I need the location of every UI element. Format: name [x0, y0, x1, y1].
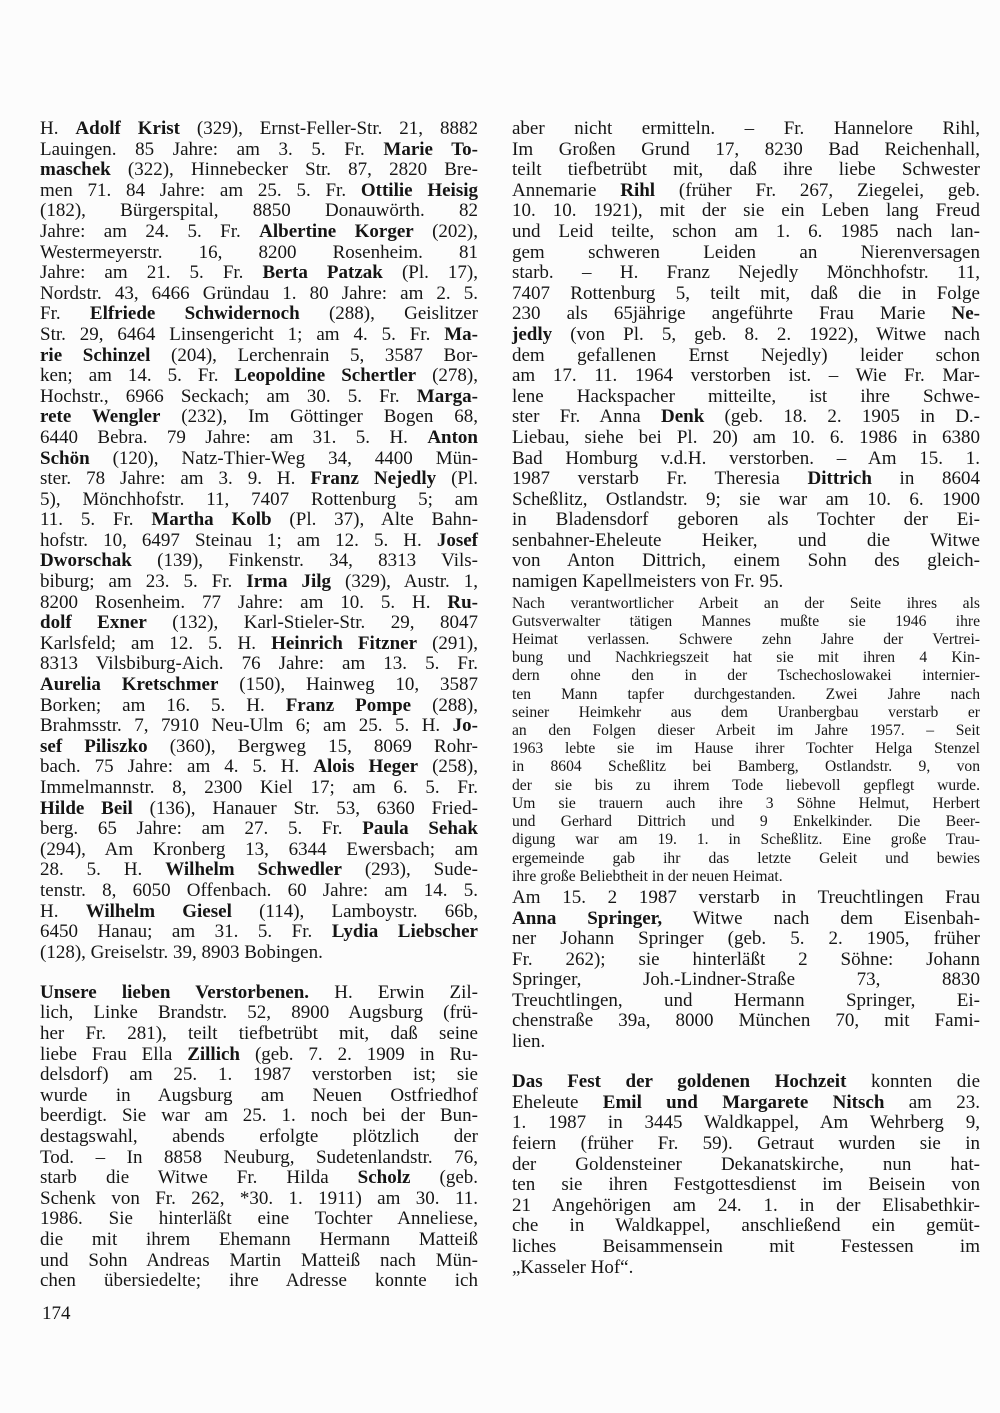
- text-segment: men 71. 84 Jahre: am 25. 5. Fr.: [40, 179, 361, 201]
- text-segment: ner Johann Springer (geb. 5. 2. 1905, früher: [512, 928, 980, 950]
- text-segment: starb. – H. Franz Nejedly Mönchhofstr. 11,: [512, 262, 980, 284]
- text-segment: 6450 Hanau; am 31. 5. Fr.: [40, 921, 332, 943]
- bold-name: Emil und Margarete Nitsch: [602, 1091, 885, 1113]
- bold-name: Marie To-: [383, 138, 478, 160]
- text-segment: berg. 65 Jahre: am 27. 5. Fr.: [40, 818, 363, 840]
- text-segment: Fr. 262); sie hinterläßt 2 Söhne: Johann: [512, 948, 980, 970]
- text-segment: Annemarie: [512, 179, 621, 201]
- text-line: [512, 1072, 980, 1093]
- text-line: [512, 243, 980, 264]
- text-line: [40, 1189, 478, 1210]
- bold-name: Schön: [40, 447, 90, 469]
- text-segment: senbahner-Eheleute Heiker, und die Witwe: [512, 529, 980, 551]
- text-line: [512, 1258, 980, 1279]
- paragraph-golden-wedding: [512, 1072, 980, 1278]
- text-line: [40, 654, 478, 675]
- text-line: [512, 649, 980, 667]
- text-segment: (128), Greiselstr. 39, 8903 Bobingen.: [40, 941, 323, 963]
- text-segment: 1. 1987 in 3445 Waldkappel, Am Wehrberg 9,: [512, 1112, 980, 1134]
- text-line: [512, 631, 980, 649]
- text-line: [512, 777, 980, 795]
- text-line: [512, 490, 980, 511]
- text-segment: (139), Finkenstr. 34, 8313 Vils-: [131, 550, 478, 572]
- text-line: [512, 201, 980, 222]
- text-line: [512, 551, 980, 572]
- bold-name: Dworschak: [40, 550, 132, 572]
- text-line: [40, 1045, 478, 1066]
- text-segment: von Anton Dittrich, einem Sohn des gleich-: [512, 550, 980, 572]
- text-line: [40, 943, 478, 964]
- text-line: [40, 1168, 478, 1189]
- text-segment: Nordstr. 43, 6466 Gründau 1. 80 Jahre: am 2. 5.: [40, 282, 478, 304]
- bold-name: Anna Springer,: [512, 907, 663, 929]
- bold-name: Berta Patzak: [262, 262, 383, 284]
- text-segment: (von Pl. 5, geb. 8. 2. 1922), Witwe nach: [552, 323, 980, 345]
- text-segment: 21 Angehörigen am 24. 1. in der Elisabethkir-: [512, 1194, 980, 1216]
- text-segment: (136), Hanauer Str. 53, 6360 Fried-: [132, 797, 478, 819]
- text-line: [40, 263, 478, 284]
- text-segment: (geb. 18. 2. 1905 in D.-: [704, 406, 980, 428]
- text-line: [40, 1024, 478, 1045]
- bold-name: Ma-: [444, 323, 478, 345]
- text-segment: ergemeinde gab ihr das letzte Geleit und bewies: [512, 849, 980, 867]
- text-line: [40, 490, 478, 511]
- text-segment: und Leid teilte, schon am 1. 6. 1985 nach lan-: [512, 220, 980, 242]
- text-segment: Jahre: am 24. 5. Fr.: [40, 220, 260, 242]
- text-line: [512, 140, 980, 161]
- text-line: [512, 222, 980, 243]
- text-line: [40, 881, 478, 902]
- right-column: [512, 119, 980, 1278]
- bold-name: Elfriede Schwidernoch: [89, 303, 300, 325]
- text-line: [40, 593, 478, 614]
- text-segment: Westermeyerstr. 16, 8200 Rosenheim. 81: [40, 241, 478, 263]
- text-line: [40, 366, 478, 387]
- text-line: [512, 740, 980, 758]
- text-line: [40, 201, 478, 222]
- text-line: [512, 1155, 980, 1176]
- text-line: [512, 346, 980, 367]
- text-line: [40, 140, 478, 161]
- text-line: [512, 304, 980, 325]
- paragraph-obituaries-continued: [512, 119, 980, 593]
- text-segment: 1986. Sie hinterläßt eine Tochter Anneliese,: [40, 1208, 478, 1230]
- text-segment: in 8604 Scheßlitz bei Bamberg, Ostlandstr. 9, von: [512, 758, 980, 776]
- text-segment: (204), Lerchenrain 5, 3587 Bor-: [150, 344, 479, 366]
- bold-name: Rihl: [620, 179, 656, 201]
- text-line: [40, 284, 478, 305]
- text-line: [40, 469, 478, 490]
- text-segment: Am 15. 2 1987 verstarb in Treuchtlingen Frau: [512, 886, 980, 908]
- text-segment: beerdigt. Sie war am 25. 1. noch bei der Bun-: [40, 1105, 478, 1127]
- paragraph-springer-notice: [512, 888, 980, 1053]
- bold-name: Paula Sehak: [362, 818, 478, 840]
- text-line: [512, 1113, 980, 1134]
- text-segment: (Pl.: [436, 468, 478, 490]
- text-line: [40, 243, 478, 264]
- text-segment: (Pl. 37), Alte Bahn-: [271, 509, 478, 531]
- text-line: [40, 160, 478, 181]
- text-line: [40, 551, 478, 572]
- text-line: [40, 325, 478, 346]
- text-line: [512, 991, 980, 1012]
- bold-name: Lydia Liebscher: [331, 921, 478, 943]
- text-segment: liebe Frau Ella: [40, 1043, 188, 1065]
- text-segment: Nach verantwortlicher Arbeit an der Seite ihres als: [512, 594, 980, 612]
- text-segment: namigen Kapellmeisters von Fr. 95.: [512, 571, 784, 593]
- text-segment: 230 als 65jährige angeführte Frau Marie: [512, 303, 952, 325]
- text-line: [512, 950, 980, 971]
- text-segment: Karlsfeld; am 12. 5. H.: [40, 632, 272, 654]
- bold-name: Aurelia Kretschmer: [40, 674, 219, 696]
- text-line: [512, 1196, 980, 1217]
- text-line: [40, 531, 478, 552]
- bold-name: Scholz: [357, 1167, 411, 1189]
- text-segment: (202),: [413, 220, 478, 242]
- text-line: [40, 634, 478, 655]
- text-line: [40, 1271, 478, 1292]
- text-segment: Jahre: am 21. 5. Fr.: [40, 262, 263, 284]
- text-segment: der sie bis zu ihrem Tode liebevoll gepflegt wurde.: [512, 776, 980, 794]
- text-segment: delsdorf) am 25. 1. 1987 verstorben ist; sie: [40, 1064, 478, 1086]
- text-line: [40, 819, 478, 840]
- text-line: [512, 469, 980, 490]
- text-segment: (293), Sude-: [341, 859, 478, 881]
- text-segment: ken; am 14. 5. Fr.: [40, 365, 235, 387]
- bold-name: Josef: [436, 529, 478, 551]
- bold-name: Denk: [660, 406, 705, 428]
- bold-name: jedly: [512, 323, 553, 345]
- text-line: [512, 667, 980, 685]
- text-segment: (120), Natz-Thier-Weg 34, 4400 Mün-: [89, 447, 478, 469]
- text-line: [512, 850, 980, 868]
- text-line: [40, 1065, 478, 1086]
- text-segment: liches Beisammensein mit Festessen im: [512, 1235, 980, 1257]
- text-segment: (278),: [416, 365, 478, 387]
- text-line: [512, 929, 980, 950]
- text-segment: feiern (früher Fr. 59). Getraut wurden sie in: [512, 1132, 980, 1154]
- text-segment: ten Mann tapfer durchgestanden. Zwei Jahre nach: [512, 685, 980, 703]
- bold-name: Ne-: [951, 303, 980, 325]
- text-segment: 7407 Rottenburg 5, teilt mit, daß die in Folge: [512, 282, 980, 304]
- text-segment: konnten die: [846, 1071, 980, 1093]
- bold-name: Adolf Krist: [75, 118, 180, 139]
- text-segment: Brahmsstr. 7, 7910 Neu-Ulm 6; am 25. 5. H.: [40, 715, 453, 737]
- text-segment: (294), Am Kronberg 13, 6344 Ewersbach; am: [40, 838, 478, 860]
- text-segment: starb die Witwe Fr. Hilda: [40, 1167, 358, 1189]
- text-segment: her Fr. 281), teilt tiefbetrübt mit, daß seine: [40, 1023, 478, 1045]
- text-line: [40, 922, 478, 943]
- text-line: [512, 813, 980, 831]
- text-segment: (geb. 7. 2. 1909 in Ru-: [240, 1043, 478, 1065]
- text-segment: H.: [40, 118, 76, 139]
- text-line: [40, 675, 478, 696]
- text-line: [40, 1230, 478, 1251]
- text-line: [40, 407, 478, 428]
- text-segment: (182), Bürgerspital, 8850 Donauwörth. 82: [40, 200, 478, 222]
- text-segment: digung war am 19. 1. in Scheßlitz. Eine große Trau-: [512, 831, 980, 849]
- text-line: [40, 778, 478, 799]
- text-segment: (360), Bergweg 15, 8069 Rohr-: [147, 735, 478, 757]
- bold-name: rie Schinzel: [40, 344, 151, 366]
- bold-name: rete Wengler: [40, 406, 161, 428]
- text-segment: Treuchtlingen, und Hermann Springer, Ei-: [512, 989, 980, 1011]
- bold-name: Das Fest der goldenen Hochzeit: [512, 1071, 847, 1093]
- bold-name: Albertine Korger: [259, 220, 414, 242]
- text-line: [40, 737, 478, 758]
- text-segment: und Sohn Andreas Martin Matteiß nach Mün-: [40, 1249, 478, 1271]
- text-line: [512, 366, 980, 387]
- text-line: [40, 119, 478, 140]
- text-segment: wurde in Augsburg am Neuen Ostfriedhof: [40, 1084, 478, 1106]
- text-line: [512, 888, 980, 909]
- text-segment: lene Hackspacher mitteilte, ist ihre Schwe-: [512, 385, 980, 407]
- text-segment: 1963 lebte sie im Hause ihrer Tochter Helga Stenzel: [512, 740, 980, 758]
- text-line: [40, 1127, 478, 1148]
- text-line: [40, 1251, 478, 1272]
- text-line: [40, 510, 478, 531]
- text-line: [512, 119, 980, 140]
- text-segment: der Goldensteiner Dekanatskirche, nun hat-: [512, 1153, 980, 1175]
- text-line: [512, 1134, 980, 1155]
- text-line: [40, 1148, 478, 1169]
- bold-name: sef Piliszko: [40, 735, 148, 757]
- text-line: [512, 1237, 980, 1258]
- text-segment: che in Waldkappel, anschließend ein gemüt-: [512, 1215, 980, 1237]
- text-segment: an den Folgen dieser Arbeit im Jahre 1957. – Seit: [512, 722, 980, 740]
- text-segment: H. Erwin Zil-: [309, 981, 478, 1003]
- text-line: [512, 1011, 980, 1032]
- text-segment: (288),: [411, 694, 478, 716]
- bold-name: Dittrich: [807, 468, 872, 490]
- text-segment: Witwe nach dem Eisenbah-: [662, 907, 980, 929]
- text-segment: aber nicht ermitteln. – Fr. Hannelore Rihl,: [512, 118, 980, 139]
- text-segment: Eheleute: [512, 1091, 603, 1113]
- text-segment: 8313 Vilsbiburg-Aich. 76 Jahre: am 13. 5. Fr.: [40, 653, 478, 675]
- text-line: [40, 860, 478, 881]
- text-segment: gem schweren Leiden an Nierenversagen: [512, 241, 980, 263]
- text-line: [40, 757, 478, 778]
- text-segment: dem gefallenen Ernst Nejedly) leider schon: [512, 344, 980, 366]
- text-line: [40, 304, 478, 325]
- text-segment: am 23.: [884, 1091, 980, 1113]
- text-line: [512, 909, 980, 930]
- text-segment: 5), Mönchhofstr. 11, 7407 Rottenburg 5; am: [40, 488, 478, 510]
- text-segment: (geb.: [410, 1167, 478, 1189]
- text-segment: Immelmannstr. 8, 2300 Kiel 17; am 6. 5. Fr.: [40, 777, 478, 798]
- text-segment: ihre große Beliebtheit in der neuen Heimat.: [512, 867, 783, 885]
- text-segment: Str. 29, 6464 Linsengericht 1; am 4. 5. Fr.: [40, 323, 445, 345]
- text-segment: (291),: [417, 632, 479, 654]
- text-segment: 1987 verstarb Fr. Theresia: [512, 468, 808, 490]
- text-line: [40, 1086, 478, 1107]
- text-segment: Im Großen Grund 17, 8230 Bad Reichenhall,: [512, 138, 980, 160]
- bold-name: Franz Pompe: [285, 694, 412, 716]
- text-segment: (322), Hinnebecker Str. 87, 2820 Bre-: [110, 159, 478, 181]
- bold-name: Hilde Beil: [40, 797, 133, 819]
- text-segment: (288), Geislitzer: [299, 303, 478, 325]
- text-segment: tenstr. 8, 6050 Offenbach. 60 Jahre: am 14. 5.: [40, 879, 478, 901]
- paragraph-birthday-list: [40, 119, 478, 963]
- text-segment: H.: [40, 900, 86, 922]
- text-segment: die mit ihrem Ehemann Hermann Matteiß: [40, 1228, 478, 1250]
- text-segment: Borken; am 16. 5. H.: [40, 694, 286, 716]
- text-line: [40, 1003, 478, 1024]
- text-line: [40, 983, 478, 1004]
- text-segment: destagswahl, abends erfolgte plötzlich der: [40, 1126, 478, 1147]
- text-segment: Tod. – In 8858 Neuburg, Sudetenlandstr. 76,: [40, 1146, 478, 1168]
- text-line: [512, 387, 980, 408]
- bold-name: Ottilie Heisig: [360, 179, 479, 201]
- text-line: [512, 686, 980, 704]
- text-segment: bach. 75 Jahre: am 4. 5. H.: [40, 756, 314, 778]
- text-segment: 28. 5. H.: [40, 859, 166, 881]
- text-segment: (258),: [418, 756, 478, 778]
- text-segment: 10. 10. 1921), mit der sie ein Leben lang Freud: [512, 200, 980, 222]
- text-line: [512, 428, 980, 449]
- text-line: [40, 222, 478, 243]
- text-segment: (früher Fr. 267, Ziegelei, geb.: [655, 179, 980, 201]
- text-segment: teilt tiefbetrübt mit, daß ihre liebe Schwester: [512, 159, 980, 181]
- text-segment: (Pl. 17),: [382, 262, 478, 284]
- text-segment: und Gerhard Dittrich und 9 Enkelkinder. Die Beer-: [512, 813, 980, 831]
- text-segment: Hochstr., 6966 Seckach; am 30. 5. Fr.: [40, 385, 417, 407]
- text-line: [512, 263, 980, 284]
- text-segment: ten sie ihren Festgottesdienst im Beisein von: [512, 1174, 980, 1196]
- text-segment: in Bladensdorf geboren als Tochter der Ei-: [512, 509, 980, 531]
- text-segment: (329), Austr. 1,: [331, 571, 478, 593]
- bold-name: Jo-: [452, 715, 478, 737]
- text-line: [512, 831, 980, 849]
- text-segment: 11. 5. Fr.: [40, 509, 152, 531]
- text-line: [40, 181, 478, 202]
- page-number: 174: [42, 1303, 71, 1324]
- bold-name: dolf Exner: [40, 612, 147, 634]
- text-line: [512, 722, 980, 740]
- bold-name: Anton: [427, 426, 478, 448]
- text-segment: biburg; am 23. 5. Fr.: [40, 571, 247, 593]
- text-segment: Heimat verlassen. Schwere zehn Jahre der Vertrei-: [512, 631, 980, 649]
- text-segment: Um sie trauern auch ihre 3 Söhne Helmut, Herbert: [512, 794, 980, 812]
- bold-name: Alois Heger: [313, 756, 419, 778]
- bold-name: Unsere lieben Verstorbenen.: [40, 981, 310, 1003]
- text-segment: dern ohne den in der Tschechoslowakei internier-: [512, 667, 980, 685]
- text-line: [512, 1216, 980, 1237]
- text-segment: seiner Heimkehr aus dem Uranbergbau verstarb er: [512, 703, 980, 721]
- text-segment: (150), Hainweg 10, 3587: [218, 674, 478, 696]
- bold-name: Heinrich Fitzner: [271, 632, 418, 654]
- text-segment: (132), Karl-Stieler-Str. 29, 8047: [146, 612, 478, 634]
- text-segment: lien.: [512, 1031, 546, 1053]
- text-line: [512, 970, 980, 991]
- text-line: [512, 531, 980, 552]
- text-segment: chen übersiedelte; ihre Adresse konnte ich: [40, 1270, 478, 1292]
- text-segment: „Kasseler Hof“.: [512, 1256, 634, 1278]
- text-segment: Bad Homburg v.d.H. verstorben. – Am 15. 1.: [512, 447, 980, 469]
- text-segment: 8200 Rosenheim. 77 Jahre: am 10. 5. H.: [40, 591, 448, 613]
- left-column: [40, 119, 478, 1292]
- bold-name: Marga-: [416, 385, 478, 407]
- text-segment: in 8604: [871, 468, 980, 490]
- text-line: [512, 1093, 980, 1114]
- paragraph-obituaries: [40, 983, 478, 1292]
- text-line: [40, 799, 478, 820]
- text-segment: bung und Nachkriegszeit hat sie mit ihren 4 Kin-: [512, 649, 980, 667]
- bold-name: Ru-: [447, 591, 478, 613]
- text-segment: Liebau, siehe bei Pl. 20) am 10. 6. 1986 in 6380: [512, 426, 980, 448]
- text-line: [512, 613, 980, 631]
- text-line: [512, 407, 980, 428]
- text-segment: (232), Im Göttinger Bogen 68,: [160, 406, 478, 428]
- text-segment: (114), Lamboystr. 66b,: [231, 900, 479, 922]
- text-line: [40, 902, 478, 923]
- text-segment: ster Fr. Anna: [512, 406, 661, 428]
- text-segment: Fr.: [40, 303, 90, 325]
- bold-name: Wilhelm Giesel: [85, 900, 232, 922]
- bold-name: Leopoldine Schertler: [234, 365, 417, 387]
- text-line: [40, 613, 478, 634]
- text-line: [512, 795, 980, 813]
- text-line: [512, 510, 980, 531]
- text-line: [512, 449, 980, 470]
- text-line: [40, 1209, 478, 1230]
- text-line: [512, 1175, 980, 1196]
- paragraph-dittrich-biography: [512, 595, 980, 886]
- text-line: [512, 704, 980, 722]
- text-line: [512, 325, 980, 346]
- text-line: [512, 868, 980, 886]
- text-line: [512, 758, 980, 776]
- text-line: [40, 840, 478, 861]
- text-line: [40, 428, 478, 449]
- text-line: [40, 449, 478, 470]
- text-segment: chenstraße 39a, 8000 München 70, mit Fami-: [512, 1010, 980, 1032]
- text-segment: Schenk von Fr. 262, *30. 1. 1911) am 30. 11.: [40, 1187, 478, 1209]
- text-line: [512, 595, 980, 613]
- text-line: [512, 181, 980, 202]
- text-segment: Gutsverwalter tätigen Mannes mußte sie 1946 ihre: [512, 612, 980, 630]
- text-line: [512, 1032, 980, 1053]
- text-segment: Lauingen. 85 Jahre: am 3. 5. Fr.: [40, 138, 384, 160]
- text-segment: Scheßlitz, Ostlandstr. 9; sie war am 10. 6. 1900: [512, 488, 980, 510]
- text-line: [512, 284, 980, 305]
- text-segment: Springer, Joh.-Lindner-Straße 73, 8830: [512, 969, 980, 991]
- text-line: [40, 572, 478, 593]
- text-segment: lich, Linke Brandstr. 52, 8900 Augsburg (frü-: [40, 1002, 478, 1024]
- text-line: [40, 346, 478, 367]
- text-line: [512, 160, 980, 181]
- text-segment: 6440 Bebra. 79 Jahre: am 31. 5. H.: [40, 426, 428, 448]
- text-line: [40, 387, 478, 408]
- bold-name: Irma Jilg: [246, 571, 331, 593]
- text-segment: (329), Ernst-Feller-Str. 21, 8882: [179, 118, 478, 139]
- bold-name: Martha Kolb: [151, 509, 272, 531]
- text-segment: ster. 78 Jahre: am 3. 9. H.: [40, 468, 311, 490]
- bold-name: Franz Nejedly: [310, 468, 437, 490]
- text-line: [40, 696, 478, 717]
- text-line: [40, 716, 478, 737]
- text-line: [40, 1106, 478, 1127]
- text-segment: hofstr. 10, 6497 Steinau 1; am 12. 5. H.: [40, 529, 437, 551]
- bold-name: Zillich: [187, 1043, 240, 1065]
- text-line: [512, 572, 980, 593]
- bold-name: Wilhelm Schwedler: [165, 859, 342, 881]
- bold-name: maschek: [40, 159, 111, 181]
- text-segment: am 17. 11. 1964 verstorben ist. – Wie Fr. Mar-: [512, 365, 980, 387]
